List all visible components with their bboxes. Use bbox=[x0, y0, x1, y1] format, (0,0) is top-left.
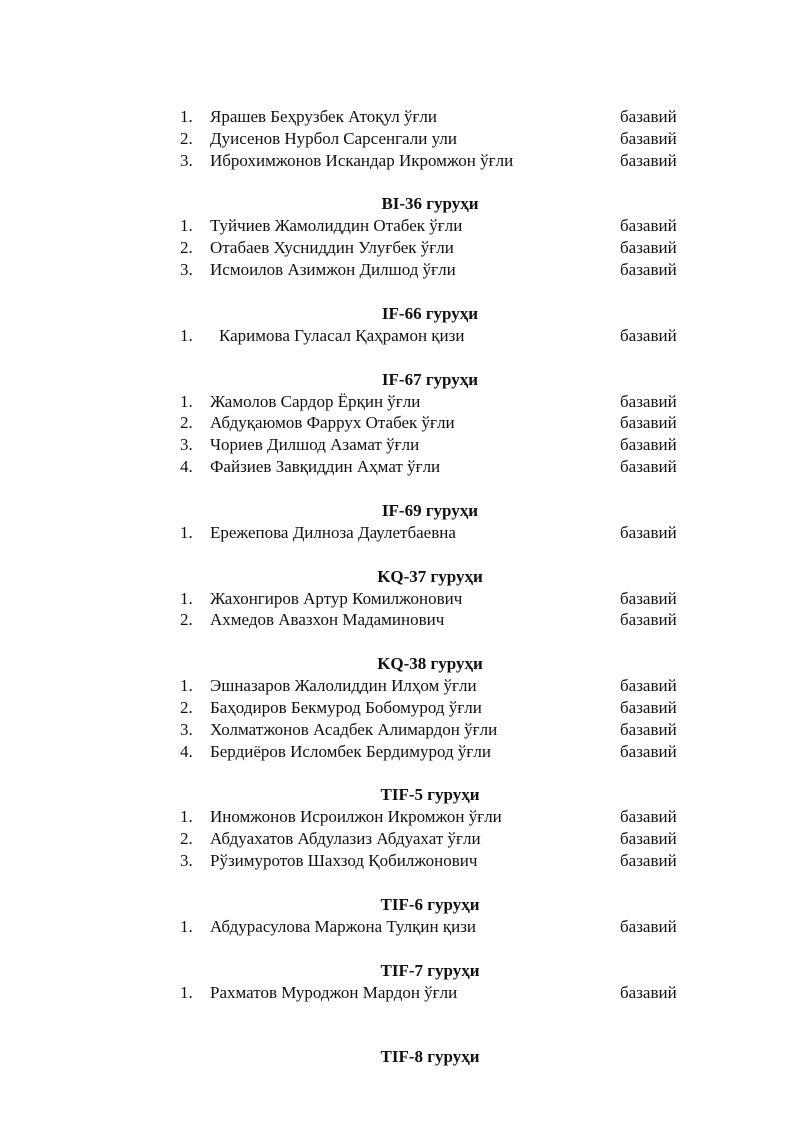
student-level: базавий bbox=[620, 413, 677, 433]
student-number: 1. bbox=[180, 916, 193, 936]
student-level: базавий bbox=[620, 829, 677, 849]
student-number: 1. bbox=[180, 676, 193, 696]
student-name: Чориев Дилшод Азамат ўғли bbox=[210, 435, 420, 455]
student-number: 2. bbox=[180, 128, 193, 148]
student-name: Жахонгиров Артур Комилжонович bbox=[210, 588, 463, 608]
student-group bbox=[0, 631, 800, 762]
student-number: 2. bbox=[180, 238, 193, 258]
group-title: TIF-7 гуруҳи bbox=[380, 960, 480, 980]
student-level: базавий bbox=[620, 982, 677, 1002]
student-name: Исмоилов Азимжон Дилшод ўғли bbox=[210, 259, 456, 279]
group-spacer bbox=[0, 938, 800, 960]
student-number: 2. bbox=[180, 697, 193, 717]
student-number: 4. bbox=[180, 456, 193, 476]
group-title: IF-69 гуруҳи bbox=[381, 500, 479, 520]
student-name: Рўзимуротов Шахзод Қобилжонович bbox=[210, 850, 478, 870]
student-name: Жамолов Сардор Ёрқин ўғли bbox=[210, 391, 421, 411]
student-number: 2. bbox=[180, 829, 193, 849]
student-row bbox=[0, 215, 800, 237]
student-number: 3. bbox=[180, 850, 193, 870]
group-title: BI-36 гуруҳи bbox=[381, 194, 479, 214]
student-name: Холматжонов Асадбек Алимардон ўғли bbox=[210, 719, 498, 739]
student-group bbox=[0, 1003, 800, 1068]
student-number: 4. bbox=[180, 741, 193, 761]
student-row bbox=[0, 806, 800, 828]
student-level: базавий bbox=[620, 259, 677, 279]
student-number: 1. bbox=[180, 391, 193, 411]
student-number: 2. bbox=[180, 610, 193, 630]
group-spacer bbox=[0, 631, 800, 653]
group-spacer bbox=[0, 762, 800, 784]
group-spacer bbox=[0, 347, 800, 369]
group-spacer bbox=[0, 544, 800, 566]
student-number: 3. bbox=[180, 150, 193, 170]
student-group bbox=[0, 872, 800, 938]
student-level: базавий bbox=[620, 150, 677, 170]
student-row bbox=[0, 609, 800, 631]
group-spacer bbox=[0, 1003, 800, 1046]
student-level: базавий bbox=[620, 676, 677, 696]
student-name: Абдуқаюмов Фаррух Отабек ўғли bbox=[210, 413, 455, 433]
student-level: базавий bbox=[620, 456, 677, 476]
student-level: базавий bbox=[620, 238, 677, 258]
student-name: Бердиёров Исломбек Бердимурод ўғли bbox=[210, 741, 491, 761]
student-level: базавий bbox=[620, 916, 677, 936]
student-name: Ахмедов Авазхон Мадаминович bbox=[210, 610, 445, 630]
student-name: Иномжонов Исроилжон Икромжон ўғли bbox=[210, 807, 502, 827]
student-level: базавий bbox=[620, 807, 677, 827]
student-group bbox=[0, 347, 800, 478]
student-group bbox=[0, 281, 800, 347]
student-row bbox=[0, 325, 800, 347]
student-name: Файзиев Завқиддин Аҳмат ўғли bbox=[210, 456, 441, 476]
group-title: KQ-37 гуруҳи bbox=[377, 566, 483, 586]
student-level: базавий bbox=[620, 850, 677, 870]
student-number: 1. bbox=[180, 107, 193, 126]
student-number: 3. bbox=[180, 719, 193, 739]
group-title: KQ-38 гуруҳи bbox=[377, 654, 483, 674]
group-spacer bbox=[0, 872, 800, 894]
student-name: Эшназаров Жалолиддин Илҳом ўғли bbox=[210, 676, 477, 696]
student-level: базавий bbox=[620, 325, 677, 345]
student-row bbox=[0, 719, 800, 741]
student-level: базавий bbox=[620, 588, 677, 608]
student-group bbox=[0, 544, 800, 632]
student-level: базавий bbox=[620, 391, 677, 411]
student-name: Абдурасулова Маржона Тулқин қизи bbox=[210, 916, 477, 936]
student-level: базавий bbox=[620, 610, 677, 630]
student-number: 1. bbox=[180, 325, 193, 345]
student-level: базавий bbox=[620, 107, 677, 126]
student-row bbox=[0, 522, 800, 544]
student-name: Каримова Гуласал Қаҳрамон қизи bbox=[219, 325, 465, 345]
student-row bbox=[0, 588, 800, 610]
student-row bbox=[0, 150, 800, 172]
student-name: Абдуахатов Абдулазиз Абдуахат ўғли bbox=[210, 829, 481, 849]
student-group bbox=[0, 171, 800, 280]
student-row bbox=[0, 456, 800, 478]
student-row bbox=[0, 916, 800, 938]
student-row bbox=[0, 259, 800, 281]
student-row bbox=[0, 675, 800, 697]
group-spacer bbox=[0, 281, 800, 303]
student-level: базавий bbox=[620, 741, 677, 761]
student-number: 1. bbox=[180, 216, 193, 236]
student-name: Туйчиев Жамолиддин Отабек ўғли bbox=[210, 216, 463, 236]
student-number: 3. bbox=[180, 435, 193, 455]
student-row bbox=[0, 697, 800, 719]
group-title: TIF-6 гуруҳи bbox=[380, 894, 480, 914]
student-name: Баҳодиров Бекмурод Бобомурод ўғли bbox=[210, 697, 482, 717]
student-name: Отабаев Хусниддин Улуғбек ўғли bbox=[210, 238, 454, 258]
student-name: Дуисенов Нурбол Сарсенгали ули bbox=[210, 128, 457, 148]
student-group bbox=[0, 478, 800, 544]
student-level: базавий bbox=[620, 697, 677, 717]
student-name: Рахматов Муроджон Мардон ўғли bbox=[210, 982, 458, 1002]
student-number: 3. bbox=[180, 259, 193, 279]
student-level: базавий bbox=[620, 216, 677, 236]
student-level: базавий bbox=[620, 128, 677, 148]
student-row bbox=[0, 128, 800, 150]
student-number: 1. bbox=[180, 588, 193, 608]
student-number: 1. bbox=[180, 807, 193, 827]
student-level: базавий bbox=[620, 435, 677, 455]
student-row bbox=[0, 434, 800, 456]
group-title: IF-67 гуруҳи bbox=[381, 369, 479, 389]
group-title: TIF-5 гуруҳи bbox=[380, 785, 480, 805]
student-name: Ережепова Дилноза Даулетбаевна bbox=[210, 522, 456, 542]
group-title: IF-66 гуруҳи bbox=[381, 303, 479, 323]
student-group bbox=[0, 762, 800, 871]
group-spacer bbox=[0, 478, 800, 500]
student-number: 1. bbox=[180, 522, 193, 542]
student-row bbox=[0, 106, 800, 128]
student-name: Ярашев Беҳрузбек Атоқул ўғли bbox=[210, 107, 438, 126]
student-group bbox=[0, 938, 800, 1004]
student-row bbox=[0, 237, 800, 259]
student-level: базавий bbox=[620, 719, 677, 739]
student-level: базавий bbox=[620, 522, 677, 542]
student-group bbox=[0, 106, 800, 171]
student-name: Иброхимжонов Искандар Икромжон ўғли bbox=[210, 150, 514, 170]
student-row bbox=[0, 391, 800, 413]
group-title: TIF-8 гуруҳи bbox=[380, 1047, 480, 1067]
student-row bbox=[0, 850, 800, 872]
student-row bbox=[0, 741, 800, 763]
student-number: 1. bbox=[180, 982, 193, 1002]
group-spacer bbox=[0, 171, 800, 193]
student-row bbox=[0, 412, 800, 434]
document-page bbox=[0, 106, 800, 1068]
student-row bbox=[0, 982, 800, 1004]
student-row bbox=[0, 828, 800, 850]
student-number: 2. bbox=[180, 413, 193, 433]
